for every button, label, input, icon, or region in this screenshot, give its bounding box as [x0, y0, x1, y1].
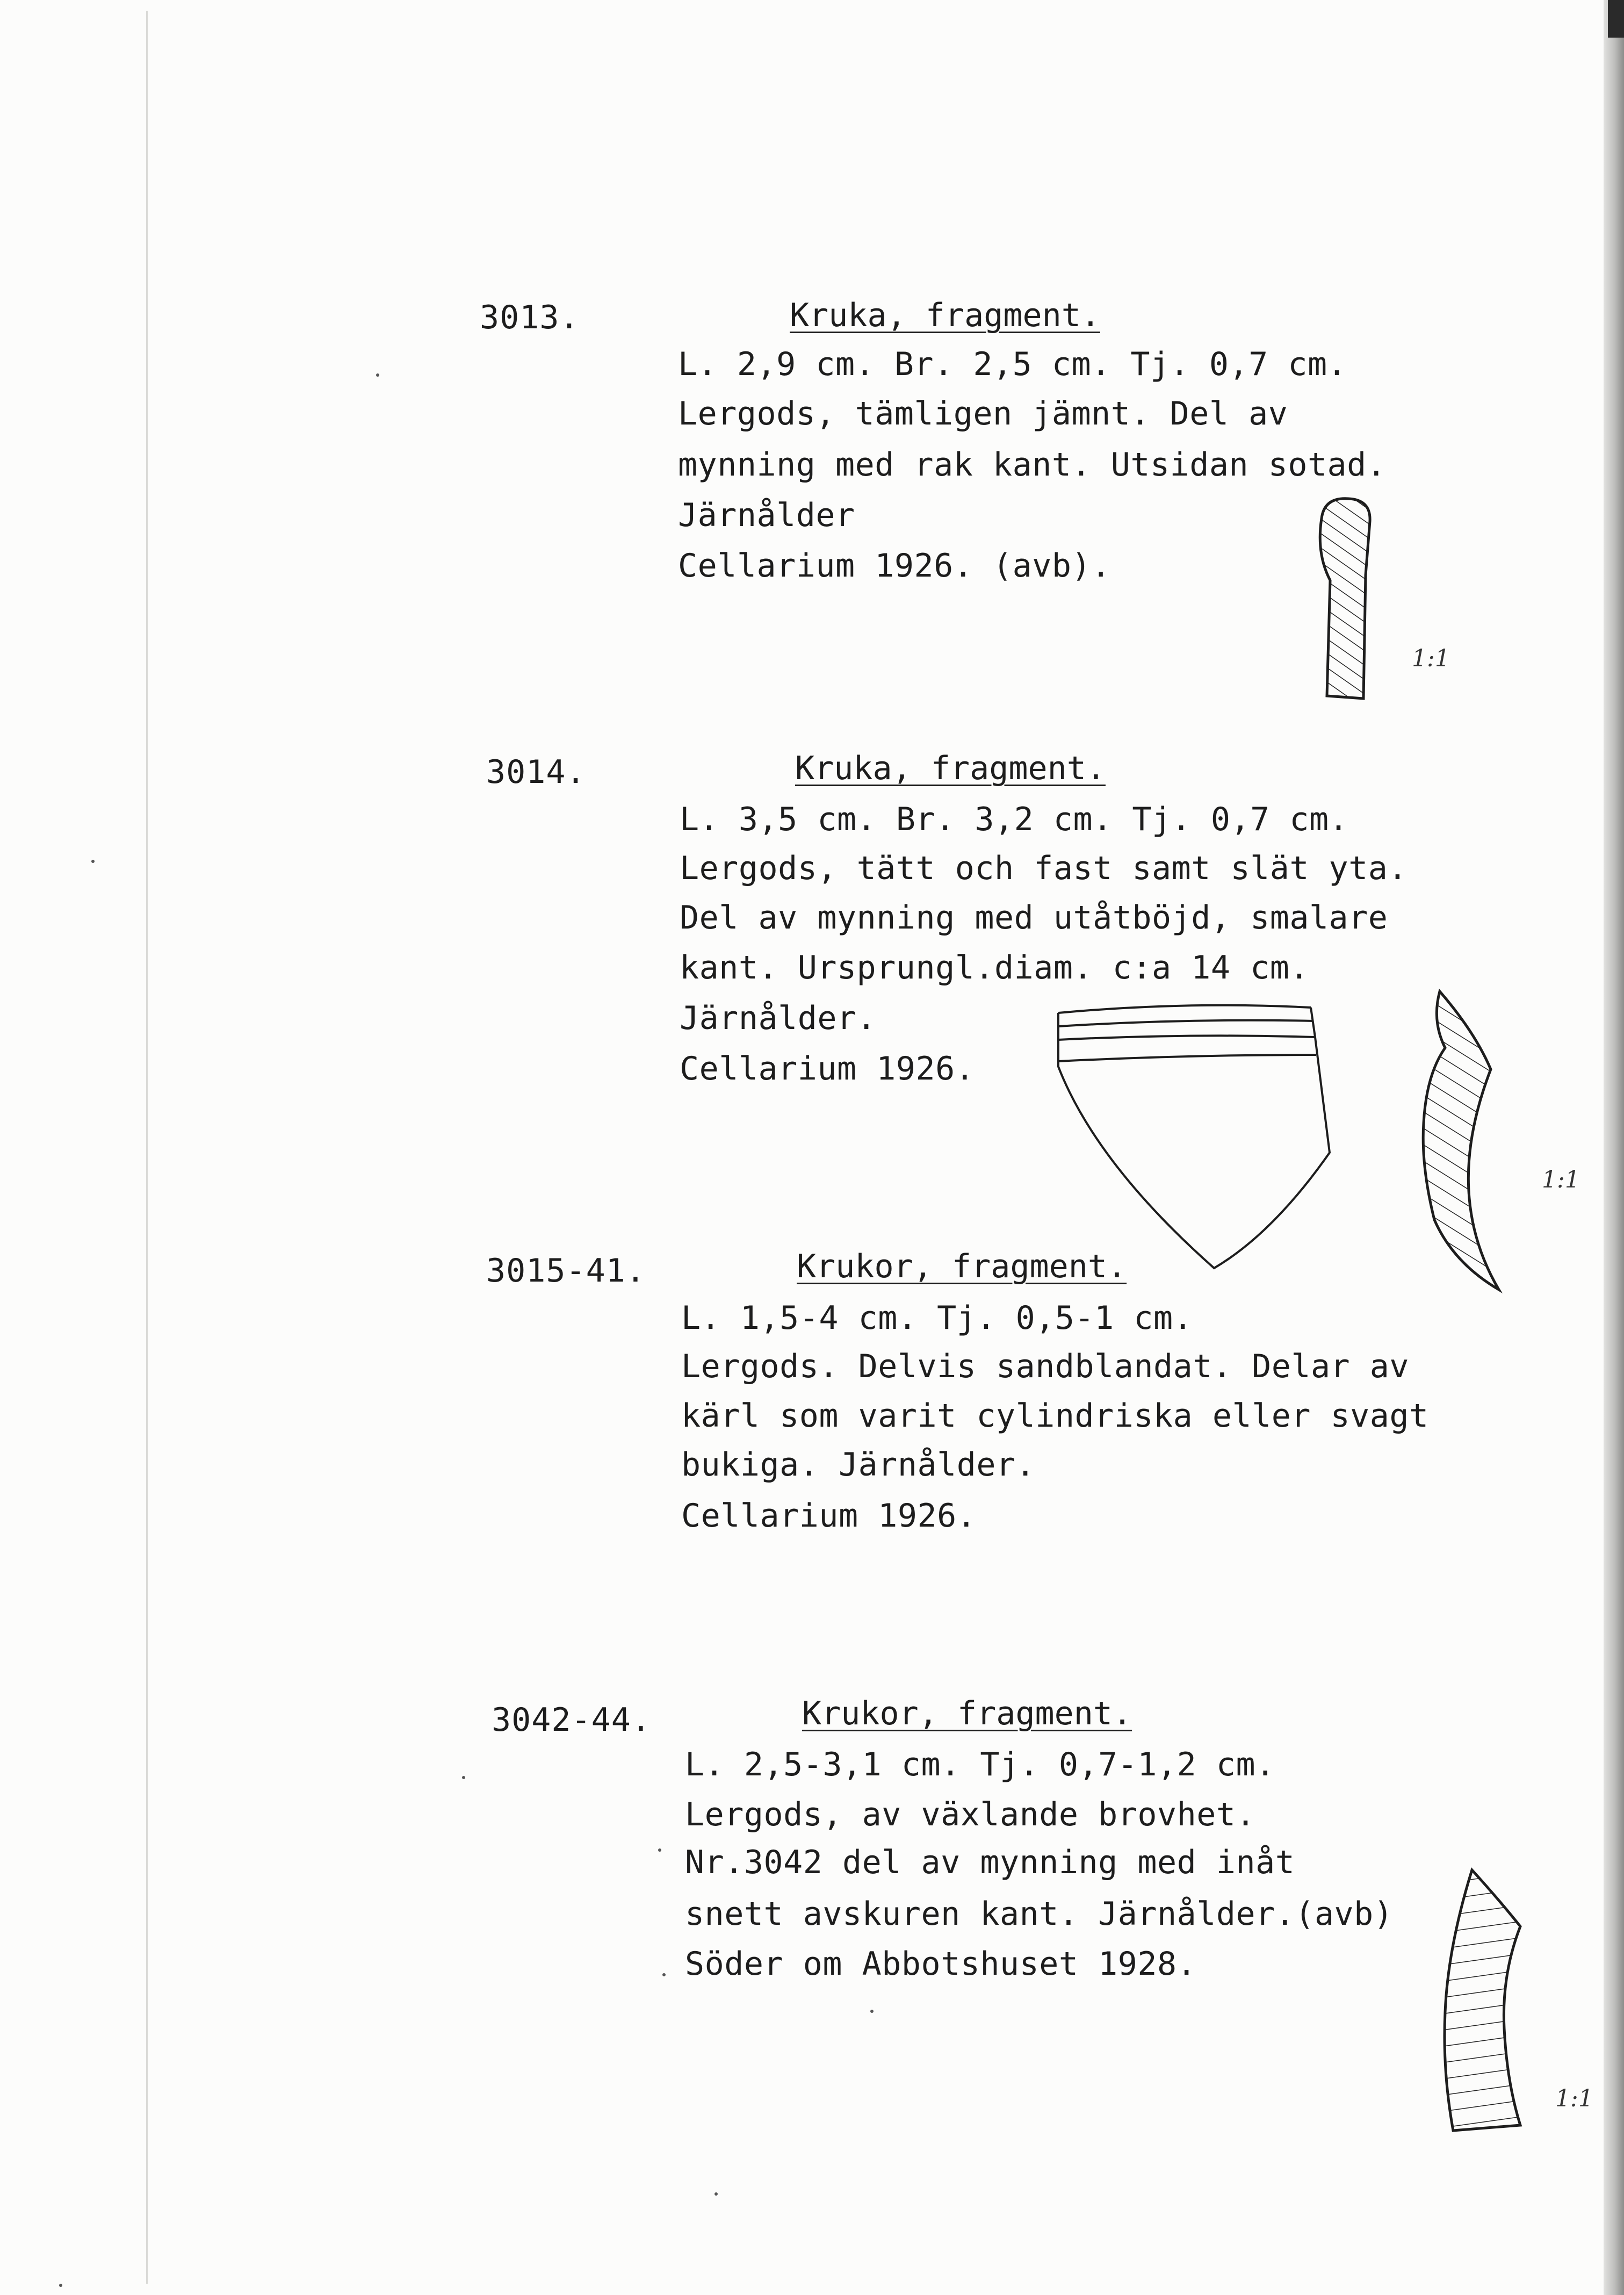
entry-line: Del av mynning med utåtböjd, smalare — [680, 899, 1388, 937]
entry-line: Cellarium 1926. — [680, 1050, 975, 1088]
entry-line: L. 2,5-3,1 cm. Tj. 0,7-1,2 cm. — [685, 1746, 1275, 1783]
entry-line: L. 3,5 cm. Br. 3,2 cm. Tj. 0,7 cm. — [680, 801, 1349, 838]
entry-title: Kruka, fragment. — [790, 297, 1100, 334]
drawing-scale-label: 1:1 — [1555, 2085, 1593, 2112]
entry-line: Nr.3042 del av mynning med inåt — [685, 1844, 1295, 1881]
sherd-outline-drawing — [1048, 997, 1338, 1274]
scan-speck — [662, 1973, 666, 1976]
scan-speck — [59, 2284, 62, 2287]
scan-speck — [658, 1848, 661, 1852]
page-margin-line — [146, 11, 148, 2284]
entry-line: Lergods, tätt och fast samt slät yta. — [680, 850, 1408, 887]
scan-speck — [376, 373, 379, 377]
entry-line: L. 1,5-4 cm. Tj. 0,5-1 cm. — [681, 1299, 1193, 1337]
entry-line: kant. Ursprungl.diam. c:a 14 cm. — [680, 949, 1309, 987]
entry-line: Cellarium 1926. — [681, 1497, 977, 1535]
entry-title: Kruka, fragment. — [795, 750, 1106, 787]
sherd-profile-drawing — [1305, 494, 1386, 704]
entry-title: Krukor, fragment. — [797, 1248, 1127, 1285]
entry-line: Järnålder. — [680, 999, 877, 1037]
entry-line: kärl som varit cylindriska eller svagt — [681, 1397, 1429, 1435]
entry-line: Lergods, tämligen jämnt. Del av — [678, 395, 1288, 433]
entry-line: Cellarium 1926. (avb). — [678, 547, 1111, 585]
entry-number: 3042-44. — [492, 1701, 651, 1739]
page-edge-shadow — [1604, 0, 1624, 2295]
entry-line: Järnålder — [678, 497, 855, 534]
entry-line: snett avskuren kant. Järnålder.(avb) — [685, 1895, 1394, 1933]
scan-speck — [91, 860, 95, 863]
entry-line: L. 2,9 cm. Br. 2,5 cm. Tj. 0,7 cm. — [678, 346, 1347, 383]
entry-number: 3013. — [480, 299, 580, 336]
entry-number: 3015-41. — [486, 1252, 646, 1290]
scan-speck — [870, 2010, 874, 2013]
scan-speck — [714, 2192, 718, 2196]
drawing-scale-label: 1:1 — [1412, 645, 1450, 672]
entry-number: 3014. — [486, 753, 586, 791]
drawing-scale-label: 1:1 — [1542, 1166, 1580, 1193]
entry-title: Krukor, fragment. — [802, 1695, 1132, 1732]
sherd-profile-drawing — [1440, 1867, 1526, 2136]
entry-line: Lergods. Delvis sandblandat. Delar av — [681, 1348, 1410, 1385]
entry-line: mynning med rak kant. Utsidan sotad. — [678, 446, 1387, 484]
scan-speck — [462, 1776, 465, 1779]
sherd-profile-drawing — [1410, 989, 1507, 1295]
entry-line: Söder om Abbotshuset 1928. — [685, 1945, 1197, 1983]
entry-line: Lergods, av växlande brovhet. — [685, 1796, 1256, 1833]
entry-line: bukiga. Järnålder. — [681, 1446, 1036, 1484]
page-edge-mark — [1608, 0, 1624, 38]
